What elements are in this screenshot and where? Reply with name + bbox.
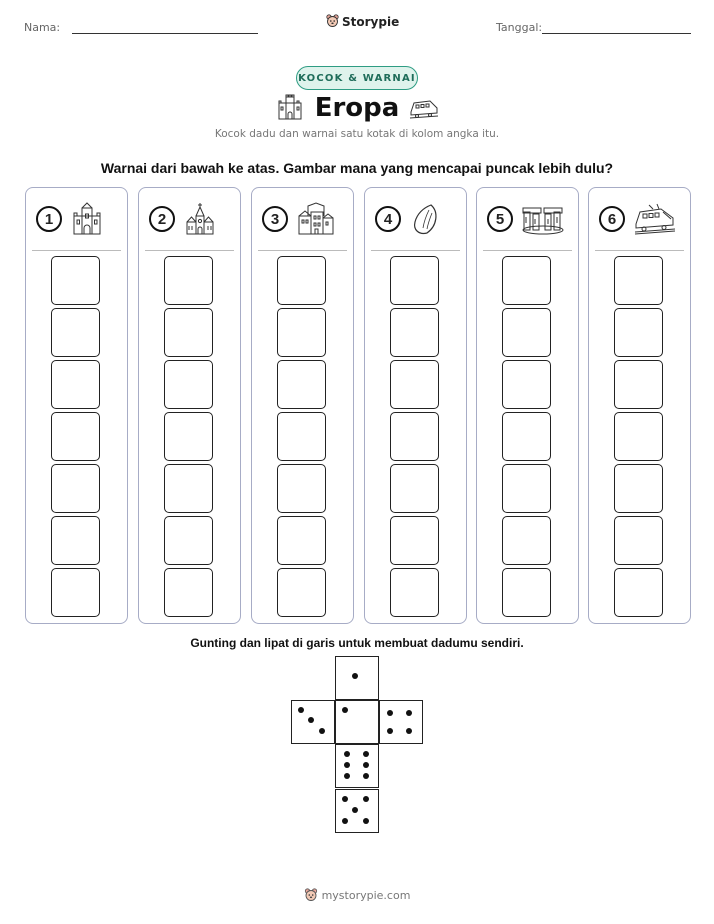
cut-instruction: Gunting dan lipat di garis untuk membuat dadumu sendiri. bbox=[190, 636, 524, 650]
color-cell[interactable] bbox=[51, 360, 100, 409]
color-cell[interactable] bbox=[390, 412, 439, 461]
die-pip bbox=[363, 818, 369, 824]
stonehenge-icon bbox=[521, 202, 565, 236]
color-cell[interactable] bbox=[164, 256, 213, 305]
column-number: 4 bbox=[375, 206, 401, 232]
column-divider bbox=[145, 250, 234, 251]
die-pip bbox=[298, 707, 304, 713]
activity-badge: KOCOK & WARNAI bbox=[296, 66, 418, 90]
color-cell[interactable] bbox=[51, 308, 100, 357]
column-number: 1 bbox=[36, 206, 62, 232]
die-pip bbox=[319, 728, 325, 734]
name-line[interactable] bbox=[72, 33, 258, 34]
color-cell[interactable] bbox=[277, 516, 326, 565]
color-cell[interactable] bbox=[164, 308, 213, 357]
color-cell[interactable] bbox=[277, 412, 326, 461]
die-pip bbox=[342, 818, 348, 824]
color-cell[interactable] bbox=[614, 568, 663, 617]
die-pip bbox=[387, 710, 393, 716]
color-cell[interactable] bbox=[277, 360, 326, 409]
color-cell[interactable] bbox=[164, 360, 213, 409]
die-pip bbox=[363, 762, 369, 768]
subtitle: Kocok dadu dan warnai satu kotak di kolom angka itu. bbox=[214, 128, 500, 140]
train-icon bbox=[408, 96, 440, 120]
column-number: 3 bbox=[262, 206, 288, 232]
bear-icon bbox=[304, 888, 318, 903]
color-cell[interactable] bbox=[277, 568, 326, 617]
color-cell[interactable] bbox=[502, 568, 551, 617]
color-cell[interactable] bbox=[502, 412, 551, 461]
castle-icon bbox=[70, 202, 104, 236]
color-cell[interactable] bbox=[390, 308, 439, 357]
color-cell[interactable] bbox=[614, 412, 663, 461]
die-face-1 bbox=[335, 656, 379, 700]
brand-logo bbox=[326, 14, 399, 29]
color-cell[interactable] bbox=[51, 568, 100, 617]
die-pip bbox=[406, 710, 412, 716]
brand-name: Storypie bbox=[342, 14, 400, 29]
die-pip bbox=[308, 717, 314, 723]
column-2 bbox=[138, 187, 241, 624]
instruction: Warnai dari bawah ke atas. Gambar mana yang mencapai puncak lebih dulu? bbox=[100, 160, 614, 176]
die-pip bbox=[363, 796, 369, 802]
color-cell[interactable] bbox=[614, 464, 663, 513]
color-cell[interactable] bbox=[164, 568, 213, 617]
color-cell[interactable] bbox=[390, 568, 439, 617]
cathedral-icon bbox=[183, 202, 217, 236]
column-divider bbox=[371, 250, 460, 251]
die-pip bbox=[352, 673, 358, 679]
color-cell[interactable] bbox=[164, 464, 213, 513]
color-cell[interactable] bbox=[164, 412, 213, 461]
page-title: Eropa bbox=[314, 93, 400, 123]
date-label: Tanggal: bbox=[496, 21, 543, 34]
die-pip bbox=[363, 773, 369, 779]
color-cell[interactable] bbox=[390, 360, 439, 409]
color-cell[interactable] bbox=[277, 308, 326, 357]
color-cell[interactable] bbox=[51, 256, 100, 305]
footer bbox=[0, 888, 714, 903]
color-cell[interactable] bbox=[277, 256, 326, 305]
color-cell[interactable] bbox=[502, 256, 551, 305]
village-houses-icon bbox=[296, 202, 336, 236]
color-cell[interactable] bbox=[51, 464, 100, 513]
color-cell[interactable] bbox=[614, 256, 663, 305]
die-pip bbox=[342, 707, 348, 713]
color-cell[interactable] bbox=[51, 412, 100, 461]
die-pip bbox=[344, 762, 350, 768]
die-pip bbox=[344, 751, 350, 757]
footer-url[interactable]: mystorypie.com bbox=[321, 889, 411, 902]
color-cell[interactable] bbox=[51, 516, 100, 565]
column-number: 6 bbox=[599, 206, 625, 232]
color-cell[interactable] bbox=[502, 464, 551, 513]
die-pip bbox=[363, 751, 369, 757]
almond-icon bbox=[409, 202, 443, 236]
column-6 bbox=[588, 187, 691, 624]
color-cell[interactable] bbox=[390, 516, 439, 565]
die-face-5 bbox=[335, 789, 379, 833]
die-face-6 bbox=[335, 744, 379, 788]
die-pip bbox=[406, 728, 412, 734]
color-cell[interactable] bbox=[164, 516, 213, 565]
column-divider bbox=[483, 250, 572, 251]
column-3 bbox=[251, 187, 354, 624]
die-pip bbox=[387, 728, 393, 734]
die-face-3 bbox=[291, 700, 335, 744]
column-divider bbox=[32, 250, 121, 251]
name-label: Nama: bbox=[24, 21, 61, 34]
column-divider bbox=[258, 250, 347, 251]
column-1 bbox=[25, 187, 128, 624]
column-4 bbox=[364, 187, 467, 624]
die-pip bbox=[344, 773, 350, 779]
color-cell[interactable] bbox=[614, 360, 663, 409]
die-pip bbox=[352, 807, 358, 813]
color-cell[interactable] bbox=[390, 464, 439, 513]
die-face-1 bbox=[335, 700, 379, 744]
die-pip bbox=[342, 796, 348, 802]
column-number: 2 bbox=[149, 206, 175, 232]
color-cell[interactable] bbox=[502, 516, 551, 565]
color-cell[interactable] bbox=[277, 464, 326, 513]
color-cell[interactable] bbox=[502, 360, 551, 409]
die-face-4 bbox=[379, 700, 423, 744]
color-cell[interactable] bbox=[614, 308, 663, 357]
color-cell[interactable] bbox=[502, 308, 551, 357]
color-cell[interactable] bbox=[390, 256, 439, 305]
column-divider bbox=[595, 250, 684, 251]
column-number: 5 bbox=[487, 206, 513, 232]
color-cell[interactable] bbox=[614, 516, 663, 565]
train-icon bbox=[633, 202, 677, 236]
bear-icon bbox=[326, 14, 339, 29]
date-line[interactable] bbox=[542, 33, 691, 34]
column-5 bbox=[476, 187, 579, 624]
